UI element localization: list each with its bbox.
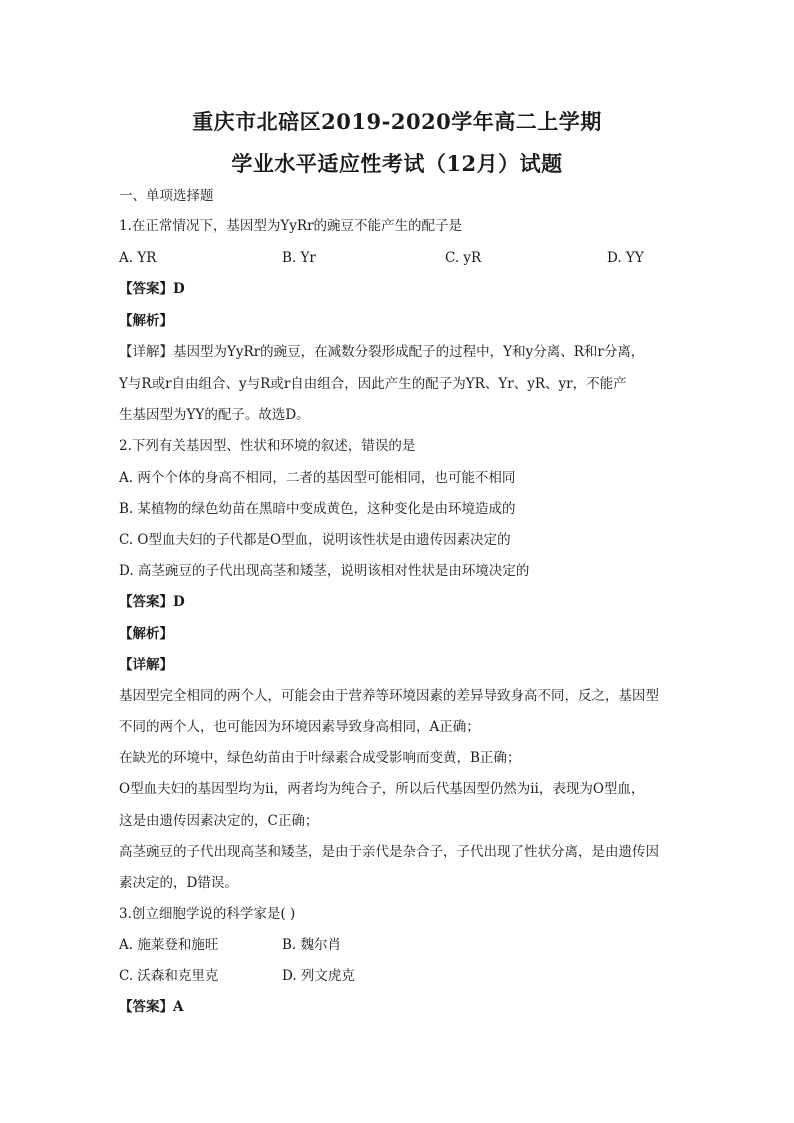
q2-option-d: D. 高茎豌豆的子代出现高茎和矮茎，说明该相对性状是由环境决定的 (119, 563, 530, 579)
q2-detail-line: 高茎豌豆的子代出现高茎和矮茎，是由于亲代是杂合子，子代出现了性状分离，是由遗传因 (119, 844, 659, 860)
q1-answer: 【答案】D (119, 281, 185, 297)
q3-option-a: A. 施莱登和施旺 (119, 937, 219, 953)
q1-option-a: A. YR (119, 250, 157, 266)
q1-option-c: C. yR (445, 250, 482, 266)
q3-option-b: B. 魏尔肖 (282, 937, 342, 953)
q3-option-c: C. 沃森和克里克 (119, 968, 219, 984)
q3-stem: 3.创立细胞学说的科学家是( ) (119, 906, 296, 922)
q2-detail-line: O型血夫妇的基因型均为ii，两者均为纯合子，所以后代基因型仍然为ii，表现为O型血， (119, 781, 645, 797)
q2-detail-line: 在缺光的环境中，绿色幼苗由于叶绿素合成受影响而变黄，B正确； (119, 750, 521, 766)
q1-detail-line: 【详解】基因型为YyRr的豌豆，在减数分裂形成配子的过程中，Y和y分离、R和r分离， (119, 344, 645, 360)
document-title-line2: 学业水平适应性考试（12月）试题 (231, 151, 563, 176)
section-heading: 一、单项选择题 (119, 188, 214, 204)
q2-option-c: C. O型血夫妇的子代都是O型血，说明该性状是由遗传因素决定的 (119, 532, 511, 548)
q1-detail-line: 生基因型为YY的配子。故选D。 (119, 407, 310, 423)
document-title-line1: 重庆市北碚区2019-2020学年高二上学期 (192, 109, 602, 134)
q1-option-d: D. YY (607, 250, 644, 266)
q1-stem: 1.在正常情况下，基因型为YyRr的豌豆不能产生的配子是 (119, 218, 463, 234)
q2-analysis-label: 【解析】 (119, 626, 173, 642)
q2-detail-line: 基因型完全相同的两个人，可能会由于营养等环境因素的差异导致身高不同，反之，基因型 (119, 688, 659, 704)
q3-option-d: D. 列文虎克 (282, 968, 355, 984)
q2-detail-line: 不同的两个人，也可能因为环境因素导致身高相同，A正确； (119, 719, 480, 735)
q1-detail-line: Y与R或r自由组合、y与R或r自由组合，因此产生的配子为YR、Yr、yR、yr，不能产 (119, 376, 627, 392)
q1-analysis-label: 【解析】 (119, 313, 173, 329)
q2-option-b: B. 某植物的绿色幼苗在黑暗中变成黄色，这种变化是由环境造成的 (119, 501, 516, 517)
q2-detail-line: 素决定的，D错误。 (119, 875, 238, 891)
q3-answer: 【答案】A (119, 999, 184, 1015)
q2-option-a: A. 两个个体的身高不相同，二者的基因型可能相同，也可能不相同 (119, 470, 516, 486)
q1-option-b: B. Yr (282, 250, 316, 266)
q2-answer: 【答案】D (119, 594, 185, 610)
q2-detail-line: 这是由遗传因素决定的，C正确； (119, 813, 319, 829)
q2-detail-label: 【详解】 (119, 657, 173, 673)
q2-stem: 2.下列有关基因型、性状和环境的叙述，错误的是 (119, 438, 416, 454)
